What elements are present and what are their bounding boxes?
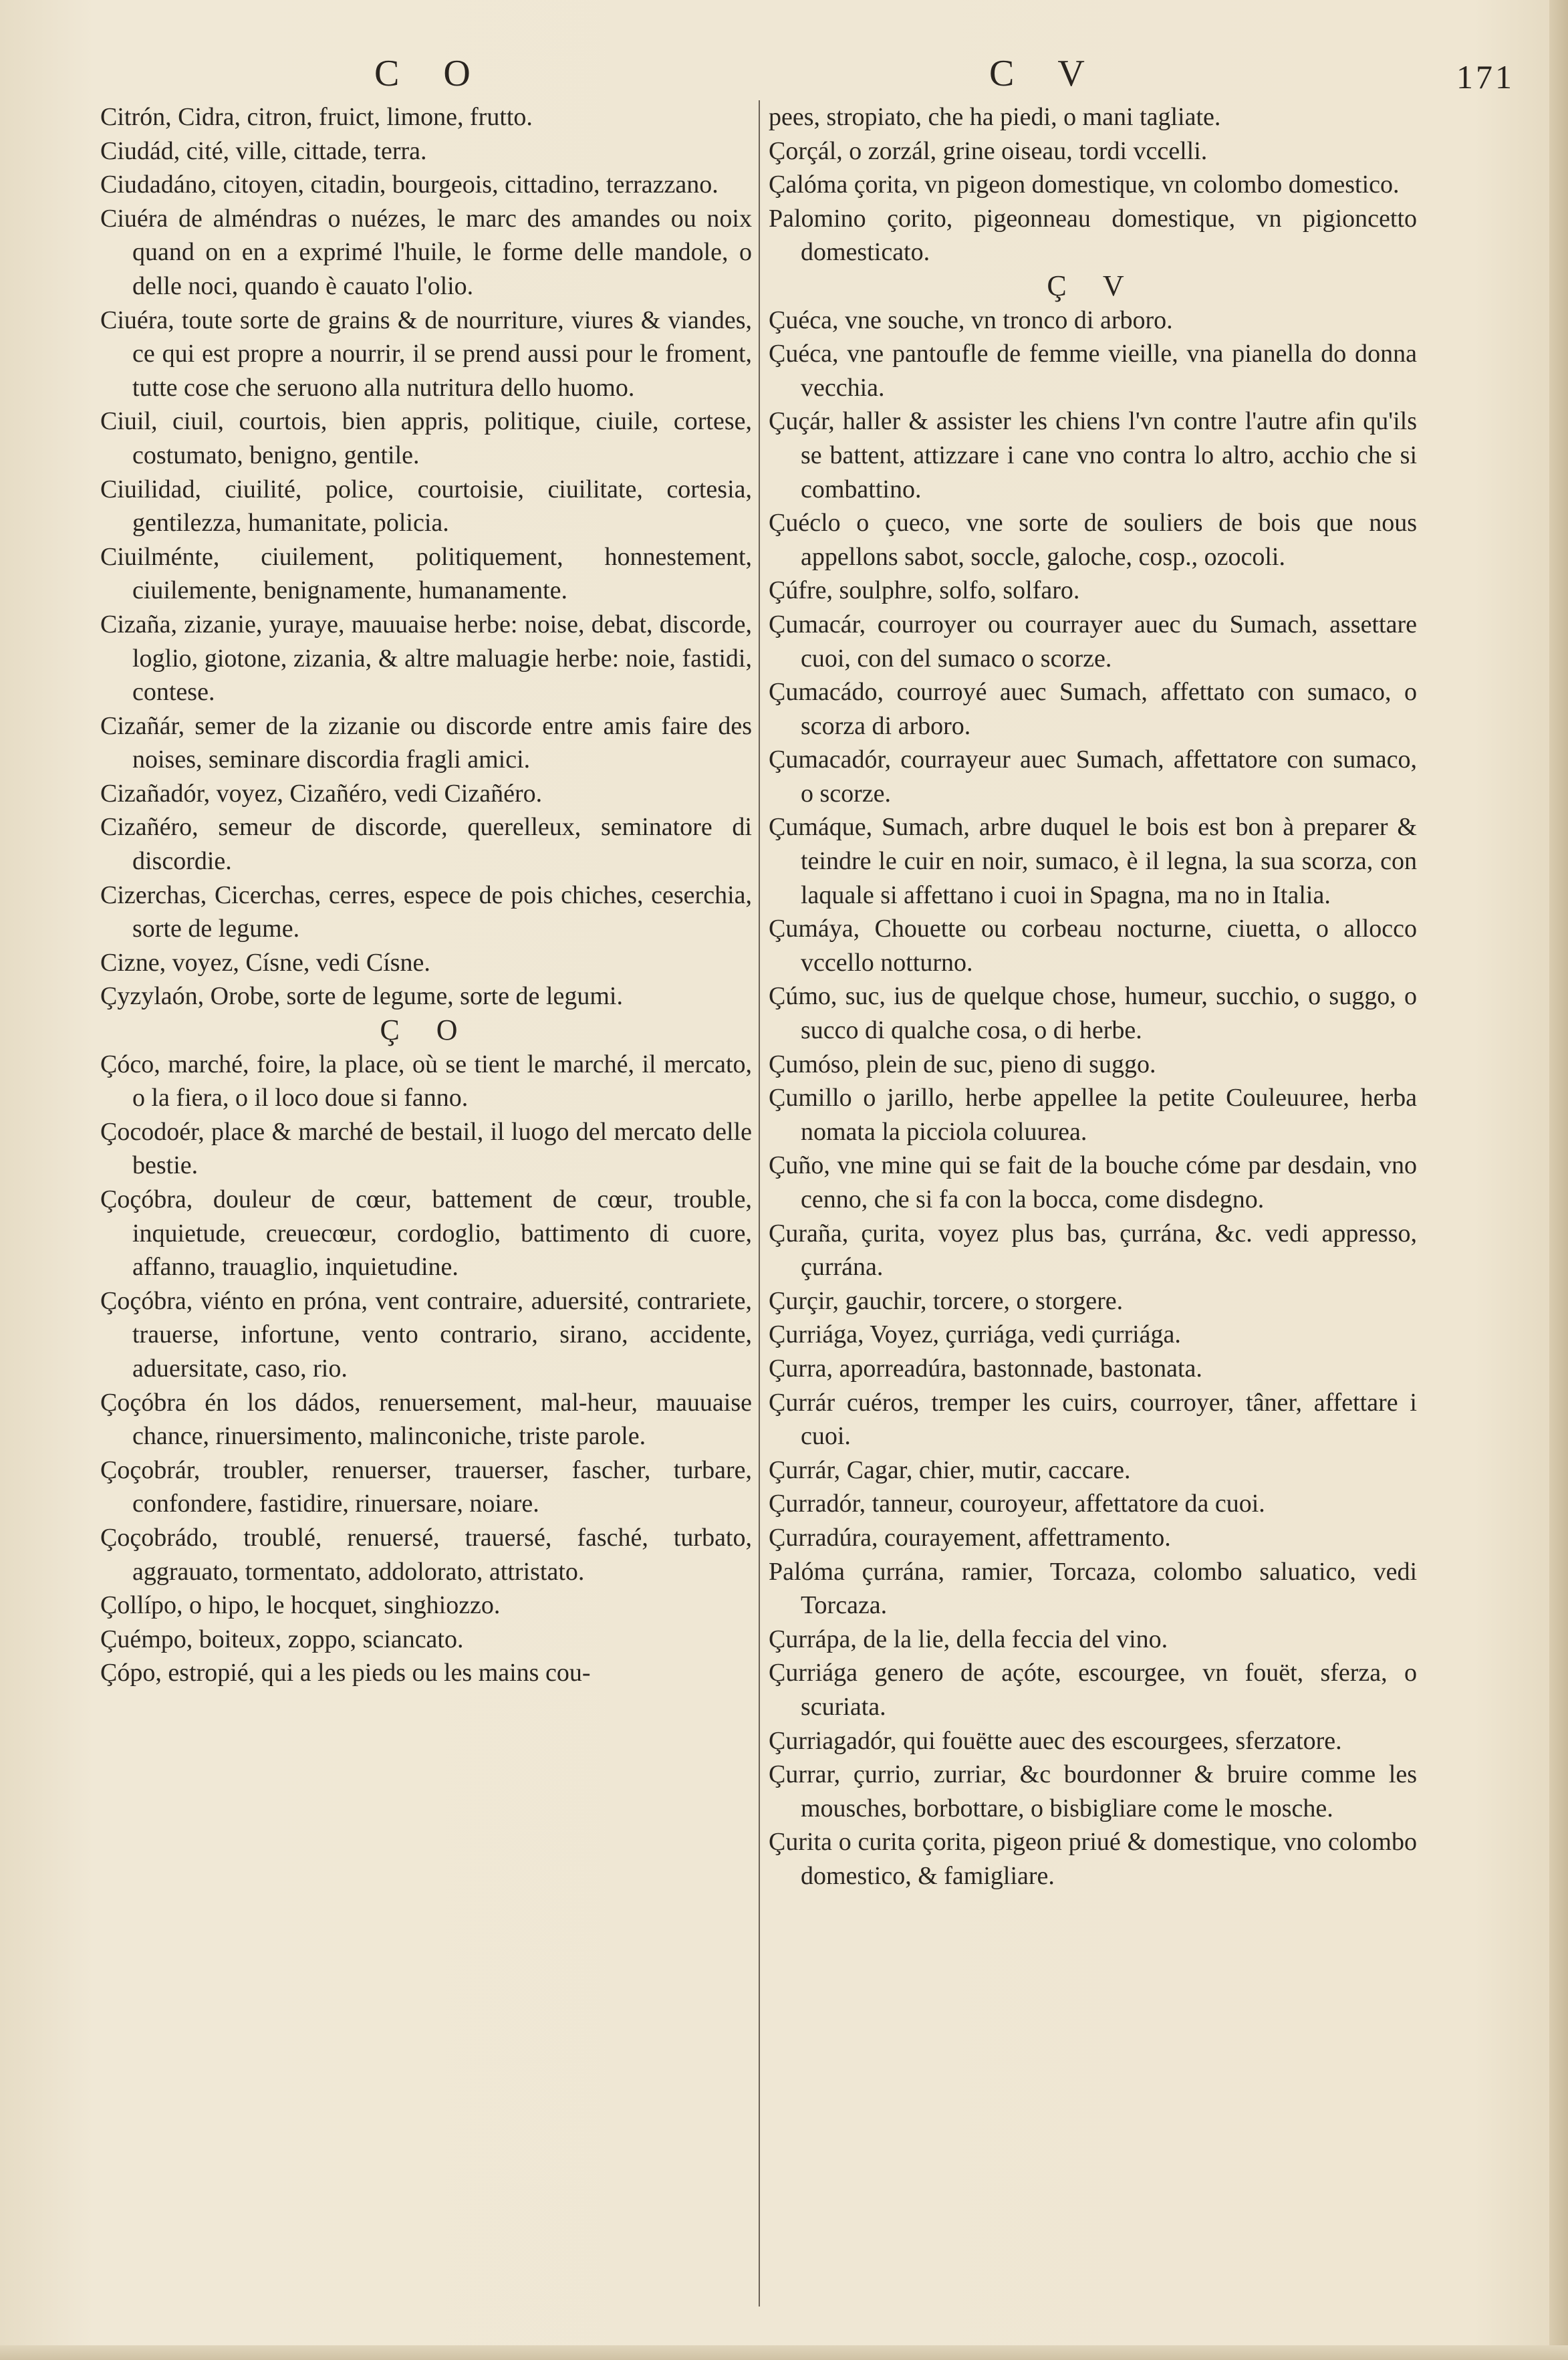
page-right-edge <box>1549 0 1568 2360</box>
right-entries <box>769 100 1417 269</box>
dictionary-entry: Ciuil, ciuil, courtois, bien appris, politique, ciuile, cortese, costumato, benigno, gentile. <box>100 407 752 469</box>
dictionary-entry: Çurriagadór, qui fouëtte auec des escourgees, sferzatore. <box>769 1726 1342 1755</box>
dictionary-entry: Cizañadór, voyez, Cizañéro, vedi Cizañéro. <box>100 779 543 808</box>
dictionary-entry: Çuémpo, boiteux, zoppo, sciancato. <box>100 1625 464 1653</box>
running-head-right: C V <box>989 53 1102 94</box>
dictionary-entry: Çorçál, o zorzál, grine oiseau, tordi vccelli. <box>769 136 1208 165</box>
dictionary-entry: Çalóma çorita, vn pigeon domestique, vn colombo domestico. <box>769 170 1400 199</box>
dictionary-entry: Çoçóbra, viénto en próna, vent contraire, aduersité, contrariete, trauerse, infortune, vento contrario, sirano, accidente, aduersitate, caso, rio. <box>100 1286 752 1383</box>
dictionary-entry: Çumáya, Chouette ou corbeau nocturne, ciuetta, o allocco vccello notturno. <box>769 915 1417 977</box>
dictionary-entry: Çocodoér, place & marché de bestail, il luogo del mercato delle bestie. <box>100 1117 752 1180</box>
dictionary-entry: Çuño, vne mine qui se fait de la bouche cóme par desdain, vno cenno, che si fa con la bocca, come disdegno. <box>769 1151 1417 1213</box>
running-head-left: C O <box>374 53 488 94</box>
dictionary-entry: Çurra, aporreadúra, bastonnade, bastonata. <box>769 1354 1202 1383</box>
dictionary-entry: Ciuéra de alméndras o nuézes, le marc des amandes ou noix quand on en a exprimé l'huile, le forme delle mandole, o delle noci, quando è cauato l'olio. <box>100 204 752 300</box>
dictionary-entry: Cizerchas, Cicerchas, cerres, espece de pois chiches, ceserchia, sorte de legume. <box>100 880 752 943</box>
dictionary-entry: Çollípo, o hipo, le hocquet, singhiozzo. <box>100 1591 501 1620</box>
dictionary-entry: Çuéca, vne pantoufle de femme vieille, vna pianella do donna vecchia. <box>769 340 1417 402</box>
dictionary-entry: Çurrár, Cagar, chier, mutir, caccare. <box>769 1455 1131 1484</box>
page-number: 171 <box>1456 58 1515 96</box>
dictionary-entry: Çurrápa, de la lie, della feccia del vino. <box>769 1625 1168 1653</box>
dictionary-entry: Çurrar, çurrio, zurriar, &c bourdonner & bruire comme les mousches, borbottare, o bisbigliare come le mosche. <box>769 1760 1417 1822</box>
left-column <box>100 100 752 2333</box>
dictionary-entry: Çumáque, Sumach, arbre duquel le bois est bon à preparer & teindre le cuir en noir, sumaco, è il legna, la sua scorza, con laquale si affettano i cuoi in Spagna, ma no in Italia. <box>769 813 1417 909</box>
dictionary-entry: Cizaña, zizanie, yuraye, mauuaise herbe: noise, debat, discorde, loglio, giotone, zizania, & altre maluagie herbe: noie, fastidi, contese. <box>100 610 752 707</box>
dictionary-entry: Çópo, estropié, qui a les pieds ou les mains cou- <box>100 1659 591 1687</box>
dictionary-entry: Çúmo, suc, ius de quelque chose, humeur, succhio, o suggo, o succo di qualche cosa, o di herbe. <box>769 982 1417 1045</box>
dictionary-entry: Çurriága genero de açóte, escourgee, vn fouët, sferza, o scuriata. <box>769 1659 1417 1721</box>
dictionary-entry: pees, stropiato, che ha piedi, o mani tagliate. <box>769 103 1221 131</box>
right-entries-section-2 <box>769 304 1417 1893</box>
dictionary-entry: Çumacádo, courroyé auec Sumach, affettato con sumaco, o scorza di arboro. <box>769 678 1417 740</box>
dictionary-entry: Çoçóbra, douleur de cœur, battement de cœur, trouble, inquietude, creuecœur, cordoglio, battimento di cuore, affanno, trauaglio, inquietudine. <box>100 1185 752 1282</box>
dictionary-entry: Çuéca, vne souche, vn tronco di arboro. <box>769 306 1173 334</box>
dictionary-entry: Ciuilménte, ciuilement, politiquement, honnestement, ciuilemente, benignamente, humanamente. <box>100 542 752 605</box>
dictionary-entry: Ciuéra, toute sorte de grains & de nourriture, viures & viandes, ce qui est propre a nourrir, il se prend aussi pour le froment, tutte cose che seruono alla nutritura dello huomo. <box>100 306 752 402</box>
dictionary-entry: Palóma çurrána, ramier, Torcaza, colombo saluatico, vedi Torcaza. <box>769 1557 1417 1620</box>
dictionary-entry: Çyzylaón, Orobe, sorte de legume, sorte de legumi. <box>100 982 623 1011</box>
dictionary-entry: Çumacadór, courrayeur auec Sumach, affettatore con sumaco, o scorze. <box>769 745 1417 808</box>
dictionary-entry: Palomino çorito, pigeonneau domestique, vn pigioncetto domesticato. <box>769 204 1417 267</box>
dictionary-entry: Çurradúra, courayement, affettramento. <box>769 1523 1171 1552</box>
dictionary-entry: Çurriága, Voyez, çurriága, vedi çurriága. <box>769 1320 1181 1349</box>
dictionary-entry: Çoçóbra én los dádos, renuersement, mal-heur, mauuaise chance, rinuersimento, malinconiche, triste parole. <box>100 1388 752 1451</box>
dictionary-entry: Çoçobrár, troubler, renuerser, trauerser, fascher, turbare, confondere, fastidire, rinuersare, noiare. <box>100 1455 752 1518</box>
dictionary-entry: Çuraña, çurita, voyez plus bas, çurrána, &c. vedi appresso, çurrána. <box>769 1219 1417 1282</box>
dictionary-entry: Çóco, marché, foire, la place, où se tient le marché, il mercato, o la fiera, o il loco doue si fanno. <box>100 1050 752 1112</box>
dictionary-entry: Çuçár, haller & assister les chiens l'vn contre l'autre afin qu'ils se battent, attizzare i cane vno contra lo altro, acchio che si combattino. <box>769 407 1417 503</box>
dictionary-entry: Cizne, voyez, Císne, vedi Císne. <box>100 948 430 977</box>
dictionary-entry: Çumacár, courroyer ou courrayer auec du Sumach, assettare cuoi, con del sumaco o scorze. <box>769 610 1417 673</box>
dictionary-entry: Ciudád, cité, ville, cittade, terra. <box>100 136 427 165</box>
dictionary-entry: Ciudadáno, citoyen, citadin, bourgeois, cittadino, terrazzano. <box>100 170 718 199</box>
right-column <box>769 100 1417 2333</box>
dictionary-entry: Çumóso, plein de suc, pieno di suggo. <box>769 1050 1156 1078</box>
left-entries <box>100 100 752 1014</box>
column-rule <box>759 100 760 2307</box>
section-heading: Ç V <box>1047 269 1139 302</box>
dictionary-entry: Çurita o curita çorita, pigeon priué & domestique, vno colombo domestico, & famigliare. <box>769 1828 1417 1890</box>
left-entries-section-2 <box>100 1048 752 1690</box>
dictionary-entry: Çúfre, soulphre, solfo, solfaro. <box>769 576 1080 605</box>
section-heading: Ç O <box>380 1014 473 1047</box>
page-bottom-edge <box>0 2345 1568 2360</box>
dictionary-entry: Çuéclo o çueco, vne sorte de souliers de bois que nous appellons sabot, soccle, galoche, cosp., ozocoli. <box>769 509 1417 571</box>
dictionary-entry: Ciuilidad, ciuilité, police, courtoisie, ciuilitate, cortesia, gentilezza, humanitate, policia. <box>100 475 752 538</box>
dictionary-entry: Çurradór, tanneur, couroyeur, affettatore da cuoi. <box>769 1490 1265 1518</box>
dictionary-entry: Çoçobrádo, troublé, renuersé, trauersé, fasché, turbato, aggrauato, tormentato, addolorato, attristato. <box>100 1523 752 1586</box>
dictionary-entry: Çumillo o jarillo, herbe appellee la petite Couleuuree, herba nomata la picciola coluurea. <box>769 1084 1417 1146</box>
dictionary-entry: Cizañár, semer de la zizanie ou discorde entre amis faire des noises, seminare discordia fragli amici. <box>100 711 752 774</box>
dictionary-entry: Citrón, Cidra, citron, fruict, limone, frutto. <box>100 103 533 131</box>
dictionary-entry: Çurçir, gauchir, torcere, o storgere. <box>769 1286 1124 1315</box>
dictionary-entry: Cizañéro, semeur de discorde, querelleux, seminatore di discordie. <box>100 813 752 876</box>
dictionary-entry: Çurrár cuéros, tremper les cuirs, courroyer, tâner, affettare i cuoi. <box>769 1388 1417 1451</box>
